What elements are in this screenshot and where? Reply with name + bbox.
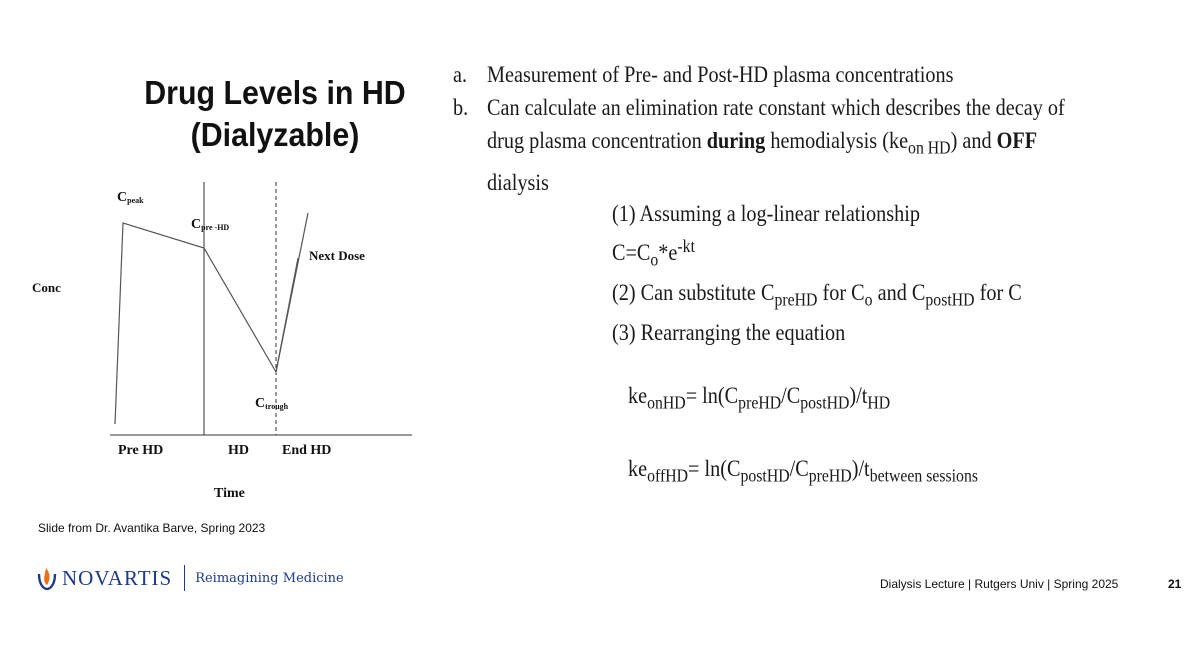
bullet-b-line-3: dialysis	[487, 170, 549, 195]
concentration-curve	[115, 213, 308, 424]
bullet-b-marker: b.	[453, 95, 469, 120]
novartis-logo	[36, 563, 344, 593]
c-peak-label: $C_{peak}$	[117, 190, 144, 205]
bullet-a-text: Measurement of Pre- and Post-HD plasma concentrations	[487, 62, 954, 87]
x-axis-label: Time	[214, 486, 245, 501]
brand-tagline: Reimagining Medicine	[195, 570, 344, 586]
slide-credit: Slide from Dr. Avantika Barve, Spring 2023	[38, 521, 266, 535]
bullet-a-marker: a.	[453, 62, 468, 87]
equation-ke-off-hd: $ke_{offHD}= \ln(C_{postHD}/C_{preHD})/t_{between sessions}$	[628, 456, 978, 486]
step-1: (1) Assuming a log-linear relationship	[612, 201, 921, 226]
phase-label-end-hd: End HD	[282, 443, 332, 458]
next-dose-line	[276, 258, 298, 372]
step-3: (3) Rearranging the equation	[612, 320, 846, 345]
brand-name: NOVARTIS	[62, 565, 173, 590]
y-axis-label: Conc	[32, 280, 61, 295]
page-number: 21	[1168, 577, 1182, 591]
c-pre-hd-label: $C_{pre -HD}$	[191, 217, 230, 232]
logo-separator	[184, 565, 185, 591]
step-2: (2) Can substitute $C_{preHD}$ for $C_o$ and $C_{postHD}$ for C	[612, 280, 1022, 310]
equation-log-linear: $C=C_o*e^{-kt}$	[612, 236, 695, 270]
slide-title-line-2: (Dialyzable)	[190, 116, 360, 153]
equation-ke-on-hd: $ke_{onHD}= \ln(C_{preHD}/C_{postHD})/t_{HD}$	[628, 383, 891, 413]
footer-text: Dialysis Lecture | Rutgers Univ | Spring 2025	[880, 577, 1119, 591]
bullet-b-line-1: Can calculate an elimination rate constant which describes the decay of	[487, 95, 1065, 120]
phase-label-pre-hd: Pre HD	[118, 443, 164, 458]
c-trough-label: $C_{trough}$	[255, 396, 289, 411]
bullet-b-line-2: drug plasma concentration during hemodialysis $(ke_{on HD})$ and OFF	[487, 128, 1038, 158]
next-dose-label: Next Dose	[309, 248, 365, 263]
slide-title-line-1: Drug Levels in HD	[144, 74, 406, 111]
novartis-flame-icon	[36, 565, 58, 591]
phase-label-hd: HD	[228, 443, 249, 458]
